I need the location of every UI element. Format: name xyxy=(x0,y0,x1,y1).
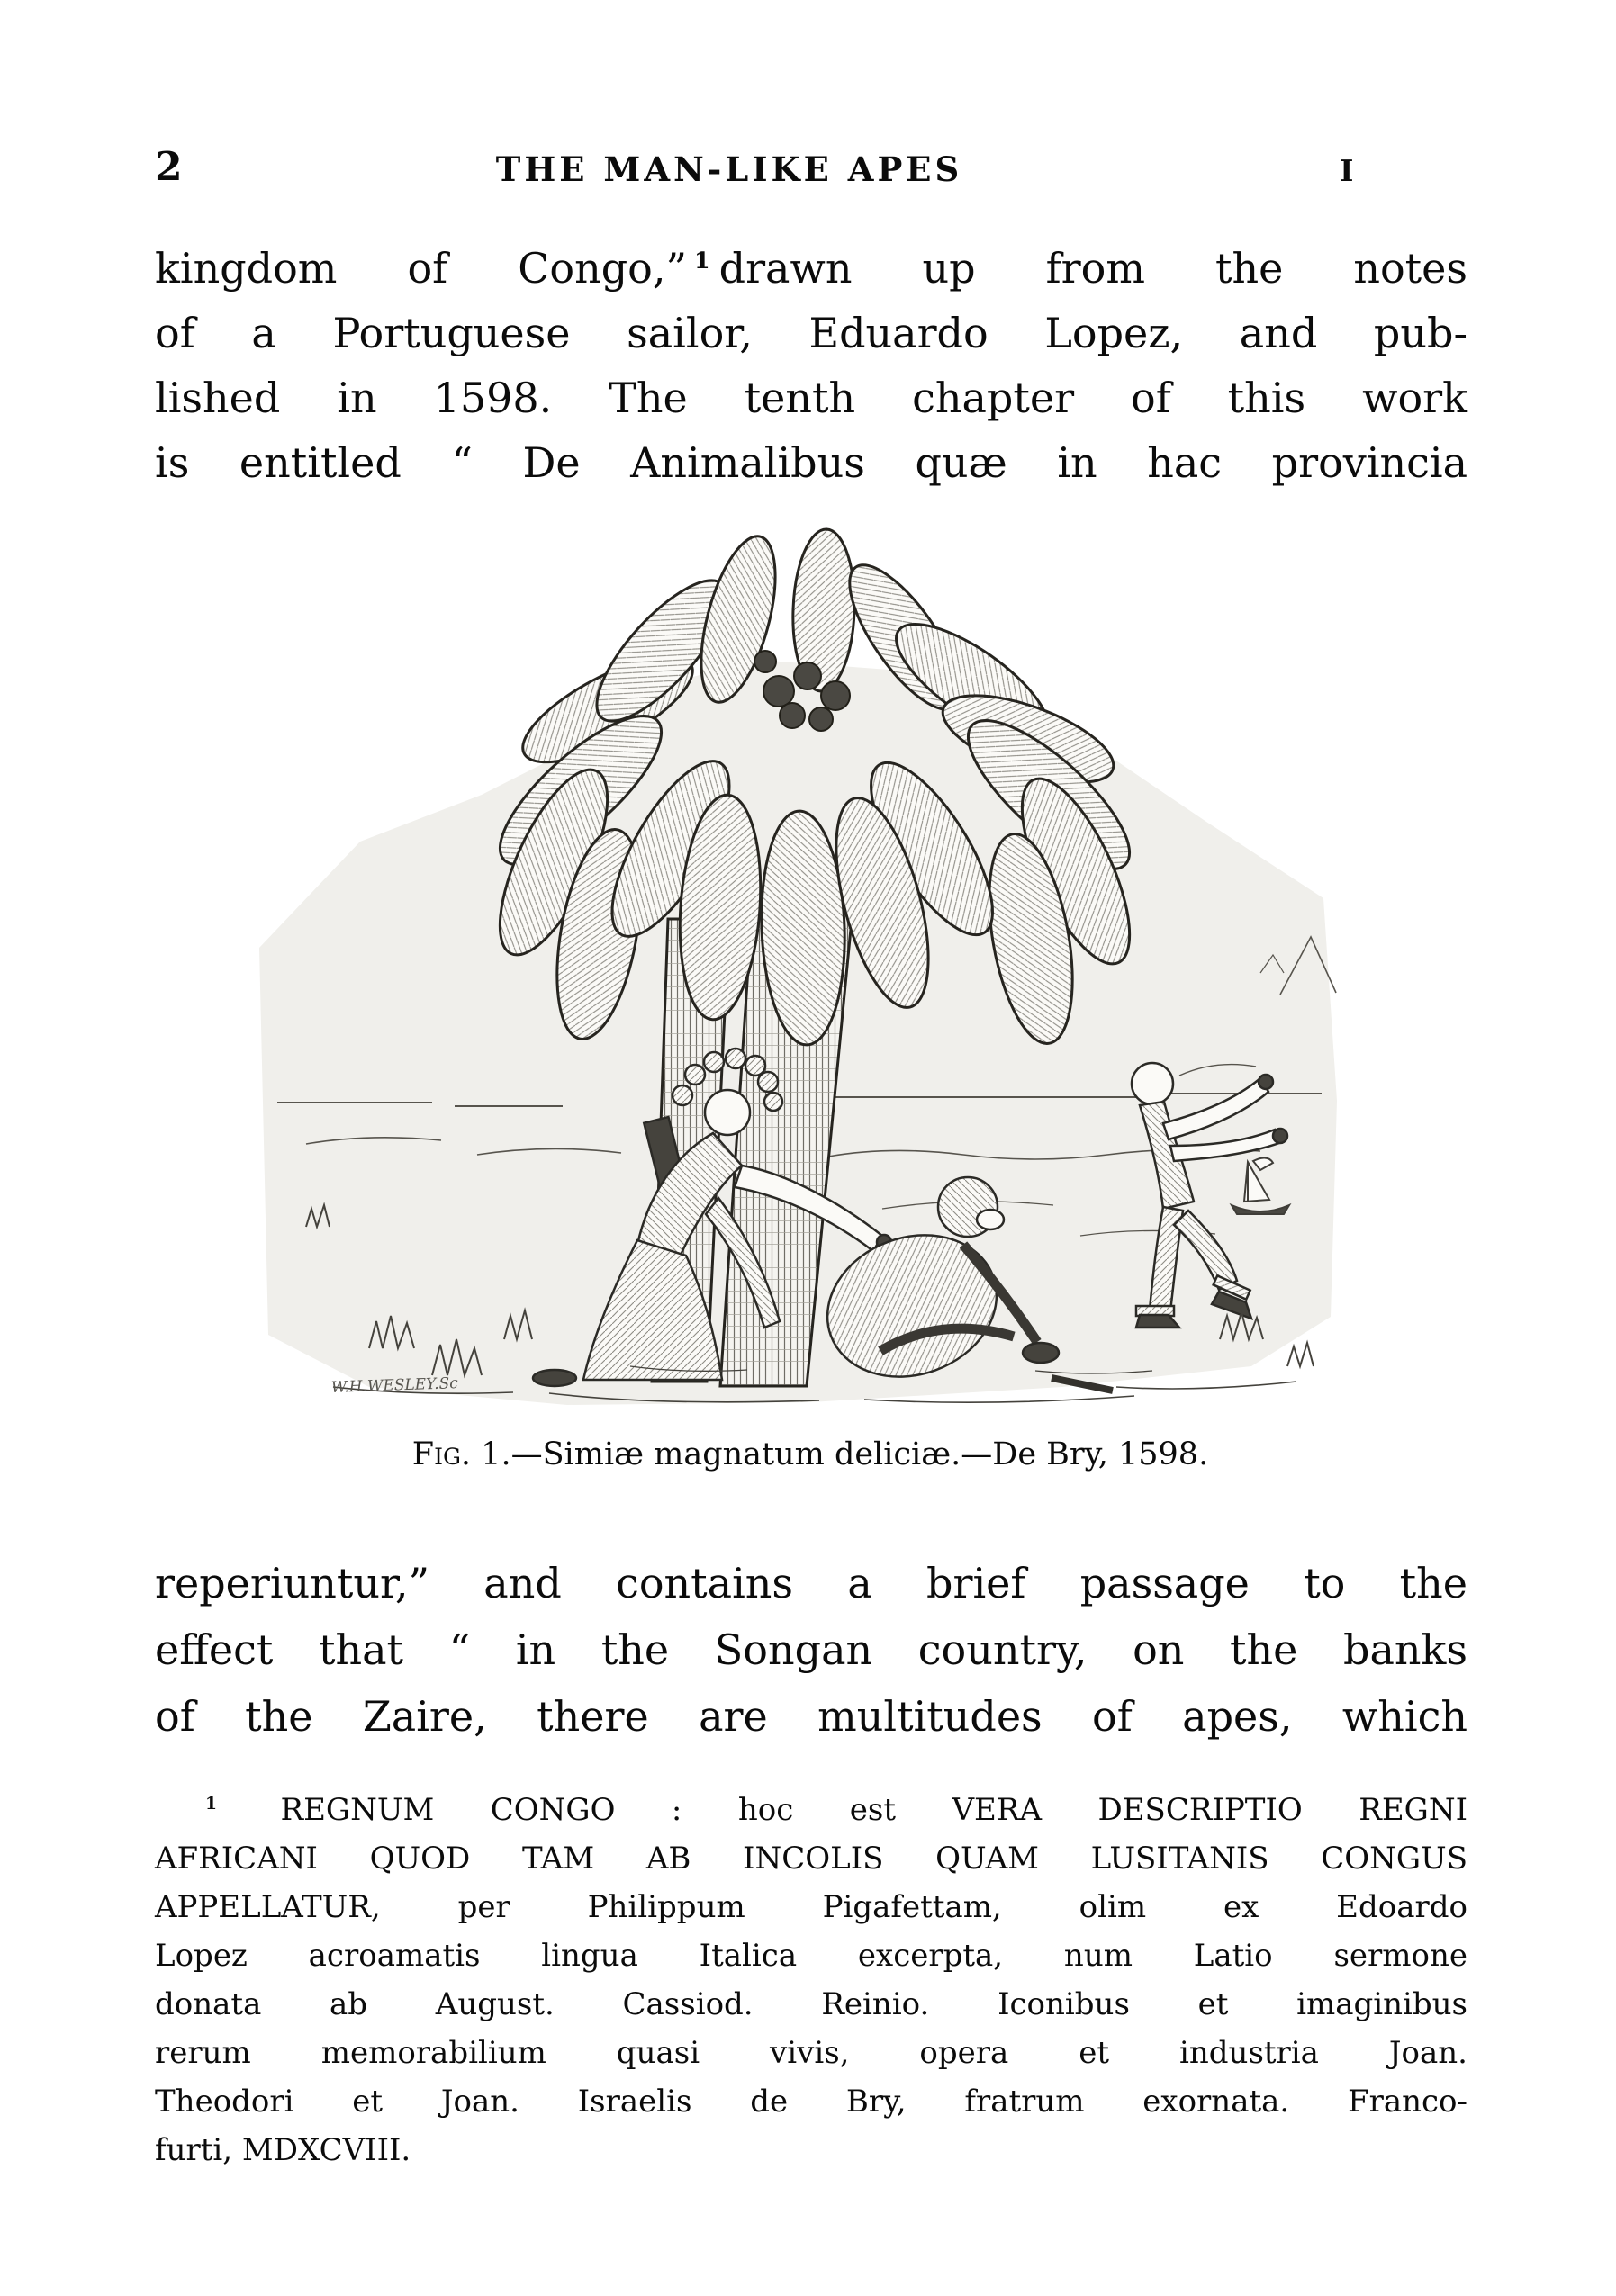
footnote-line: APPELLATUR, per Philippum Pigafettam, olim ex Edoardo xyxy=(155,1889,1467,1925)
text-segment: kingdom of Congo,” xyxy=(155,244,688,293)
text-line: lished in 1598. The tenth chapter of this work xyxy=(155,374,1467,422)
footnote xyxy=(155,1786,1467,2174)
engraver-signature: W.H.WESLEY.Sc xyxy=(330,1374,459,1397)
footnote-reference: 1 xyxy=(694,246,710,274)
foot xyxy=(533,1370,576,1386)
head xyxy=(705,1090,750,1135)
muzzle xyxy=(977,1210,1004,1229)
figure-1 xyxy=(252,525,1350,1422)
footnote-line: furti, MDXCVIII. xyxy=(155,2132,411,2168)
text-segment: drawn up from the notes xyxy=(718,244,1467,293)
footnote-line xyxy=(155,1786,1467,1834)
figure-caption-label: Fig. 1. xyxy=(411,1436,511,1472)
chapter-numeral: I xyxy=(1340,153,1354,188)
footnote-line: AFRICANI QUOD TAM AB INCOLIS QUAM LUSITANIS CONGUS xyxy=(155,1841,1467,1877)
footnote-line: rerum memorabilium quasi vivis, opera et industria Joan. xyxy=(155,2035,1467,2071)
footnote-line: Theodori et Joan. Israelis de Bry, fratrum exornata. Franco- xyxy=(155,2084,1467,2120)
text-line: effect that “ in the Songan country, on the banks xyxy=(155,1625,1467,1674)
text-line xyxy=(155,236,1467,301)
foot xyxy=(1023,1343,1059,1363)
footnote-marker: 1 xyxy=(205,1793,218,1814)
text-line: is entitled “ De Animalibus quæ in hac provincia xyxy=(155,438,1467,487)
head xyxy=(1132,1063,1173,1104)
hand xyxy=(1259,1075,1273,1089)
footnote-line: donata ab August. Cassiod. Reinio. Iconibus et imaginibus xyxy=(155,1986,1467,2022)
hand xyxy=(1273,1129,1287,1143)
text-line: reperiuntur,” and contains a brief passage to the xyxy=(155,1559,1467,1607)
figure-caption xyxy=(153,1436,1467,1472)
text-segment: REGNUM CONGO : hoc est VERA DESCRIPTIO REGNI xyxy=(224,1792,1467,1828)
text-line: of a Portuguese sailor, Eduardo Lopez, and pub- xyxy=(155,309,1467,357)
running-title: THE MAN-LIKE APES xyxy=(495,149,963,189)
text-line: of the Zaire, there are multitudes of apes, which xyxy=(155,1692,1467,1741)
page-number: 2 xyxy=(155,144,183,190)
paragraph-2 xyxy=(155,1550,1467,1750)
engraving-illustration xyxy=(252,525,1350,1422)
figure-caption-text: —Simiæ magnatum deliciæ.—De Bry, 1598. xyxy=(510,1436,1209,1472)
paragraph-1 xyxy=(155,236,1467,495)
footnote-line: Lopez acroamatis lingua Italica excerpta, num Latio sermone xyxy=(155,1938,1467,1974)
page-header xyxy=(153,144,1467,207)
